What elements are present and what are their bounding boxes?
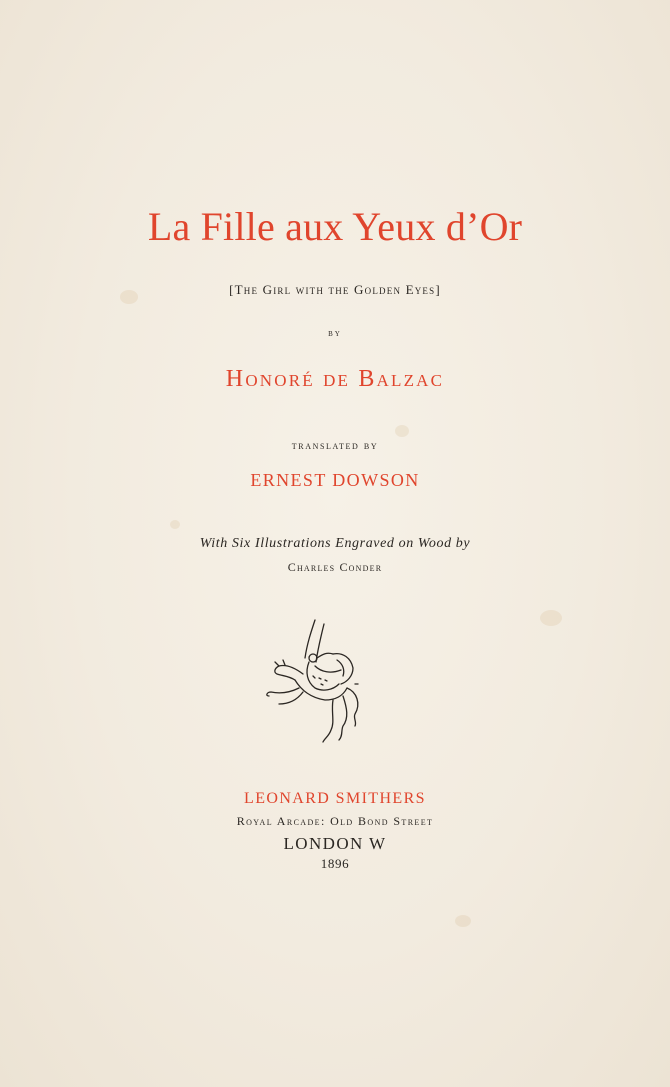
publisher-city: LONDON W xyxy=(283,834,387,853)
paper-stain xyxy=(455,915,471,927)
translated-by-label: translated by xyxy=(291,438,379,452)
illustrations-note: With Six Illustrations Engraved on Wood by xyxy=(199,536,471,551)
paper-stain xyxy=(395,425,409,437)
book-subtitle: [The Girl with the Golden Eyes] xyxy=(229,282,441,297)
book-title: La Fille aux Yeux d’Or xyxy=(147,204,523,249)
author-name: Honoré de Balzac xyxy=(225,366,445,392)
horse-rider-vignette-icon xyxy=(255,618,370,746)
publisher-name: LEONARD SMITHERS xyxy=(244,790,426,807)
paper-stain xyxy=(170,520,180,529)
paper-stain xyxy=(540,610,562,626)
translator-name: ERNEST DOWSON xyxy=(250,470,420,490)
publication-year: 1896 xyxy=(320,856,350,871)
illustrator-name: Charles Conder xyxy=(287,560,383,574)
by-label: by xyxy=(328,328,342,339)
publisher-address: Royal Arcade: Old Bond Street xyxy=(236,814,434,828)
